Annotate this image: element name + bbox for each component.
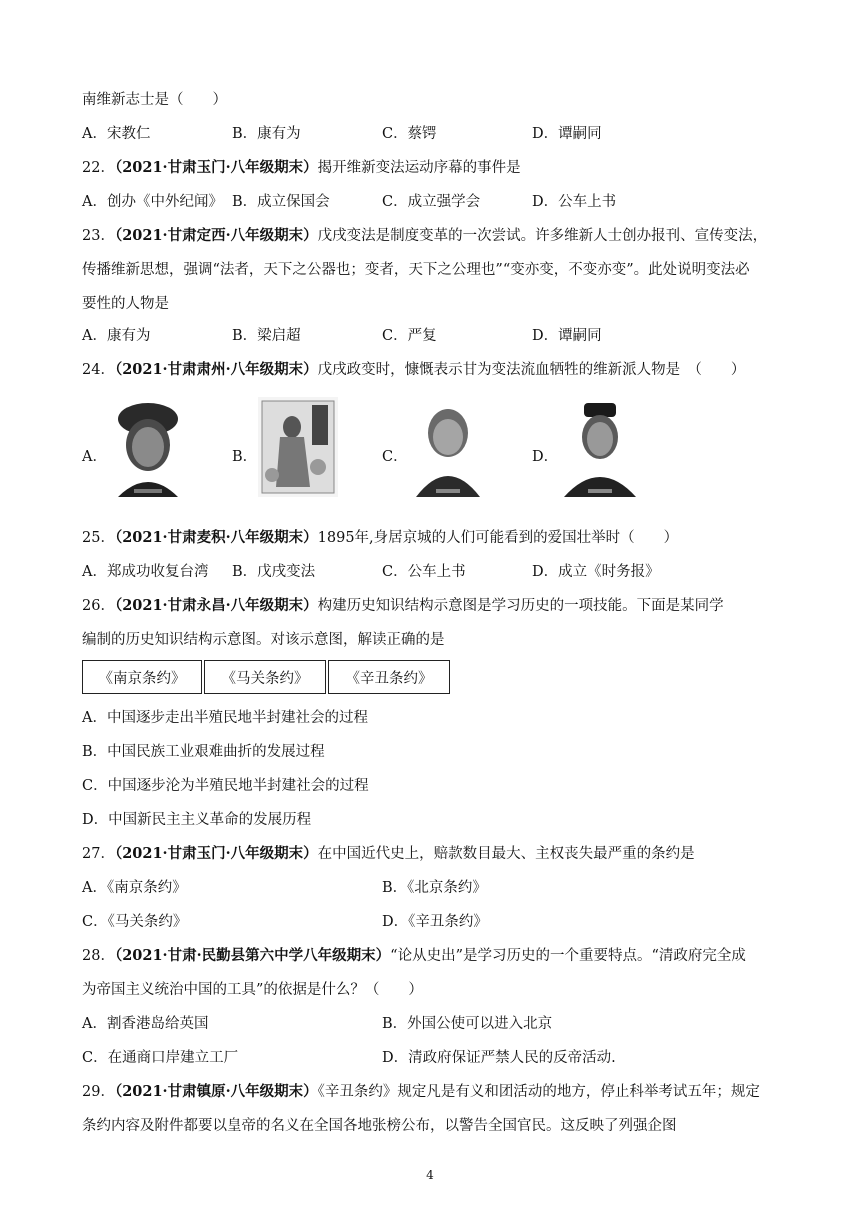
q25-text: 1895年,身居京城的人们可能看到的爱国壮举时（ ）: [317, 530, 679, 546]
q27-number: 27．: [82, 846, 115, 862]
q28-source: （2021·甘肃·民勤县第六中学八年级期末）: [114, 947, 391, 964]
q27-stem: [82, 844, 695, 864]
q28-option-b[interactable]: B．外国公使可以进入北京: [382, 1016, 553, 1032]
portrait-a-image: [108, 397, 188, 497]
q22-option-a[interactable]: A．创办《中外纪闻》: [82, 194, 223, 210]
q23-stem-line1: [82, 226, 767, 246]
q23-option-c[interactable]: C．严复: [382, 328, 437, 344]
q22-text: 揭开维新变法运动序幕的事件是: [317, 160, 521, 176]
q24-number: 24．: [82, 362, 115, 378]
q26-stem-line2: 编制的历史知识结构示意图。对该示意图，解读正确的是: [82, 632, 445, 648]
portrait-d-image: [560, 397, 640, 497]
q23-stem-line3: 要性的人物是: [82, 296, 169, 312]
q26-stem-line1: [82, 596, 724, 616]
portrait-b-image: [258, 397, 338, 497]
q23-option-d[interactable]: D．谭嗣同: [532, 328, 602, 344]
q21-option-a[interactable]: A．宋教仁: [82, 126, 151, 142]
q28-option-c[interactable]: C．在通商口岸建立工厂: [82, 1050, 239, 1066]
q25-option-a[interactable]: A．郑成功收复台湾: [82, 564, 209, 580]
q21-stem-tail: 南维新志士是（ ）: [82, 92, 227, 108]
q27-option-c[interactable]: C．《马关条约》: [82, 914, 188, 930]
portrait-c-image: [408, 397, 488, 497]
q25-source: （2021·甘肃麦积·八年级期末）: [114, 529, 318, 546]
q27-option-b[interactable]: B．《北京条约》: [382, 880, 487, 896]
q23-option-b[interactable]: B．梁启超: [232, 328, 301, 344]
q23-option-a[interactable]: A．康有为: [82, 328, 151, 344]
q24-option-c[interactable]: C．: [382, 449, 408, 465]
q25-option-b[interactable]: B．戊戌变法: [232, 564, 316, 580]
q23-source: （2021·甘肃定西·八年级期末）: [114, 227, 318, 244]
q28-stem-line1: [82, 946, 746, 966]
diagram-box-nanjing-treaty: 《南京条约》: [82, 660, 202, 694]
q22-stem: [82, 158, 521, 178]
q22-option-b[interactable]: B．成立保国会: [232, 194, 330, 210]
q26-text-1: 构建历史知识结构示意图是学习历史的一项技能。下面是某同学: [317, 598, 724, 614]
q29-source: （2021·甘肃镇原·八年级期末）: [114, 1083, 318, 1100]
q26-option-b[interactable]: B．中国民族工业艰难曲折的发展过程: [82, 744, 325, 760]
q25-number: 25．: [82, 530, 115, 546]
q23-stem-line2: 传播维新思想，强调“法者，天下之公器也；变者，天下之公理也”“变亦变，不变亦变”。此处说明变法必: [82, 262, 750, 278]
q26-number: 26．: [82, 598, 115, 614]
q29-number: 29．: [82, 1084, 115, 1100]
q28-stem-line2: 为帝国主义统治中国的工具”的依据是什么？（ ）: [82, 982, 423, 998]
page-number: 4: [426, 1168, 434, 1182]
q27-option-a[interactable]: A．《南京条约》: [82, 880, 187, 896]
q25-stem: [82, 528, 678, 548]
q25-option-d[interactable]: D．成立《时务报》: [532, 564, 660, 580]
q26-option-c[interactable]: C．中国逐步沦为半殖民地半封建社会的过程: [82, 778, 369, 794]
q22-number: 22．: [82, 160, 115, 176]
q24-source: （2021·甘肃肃州·八年级期末）: [114, 361, 318, 378]
q27-option-d[interactable]: D．《辛丑条约》: [382, 914, 488, 930]
q29-stem-line2: 条约内容及附件都要以皇帝的名义在全国各地张榜公布，以警告全国官民。这反映了列强企图: [82, 1118, 677, 1134]
q22-option-c[interactable]: C．成立强学会: [382, 194, 481, 210]
q24-stem: [82, 360, 745, 380]
diagram-box-maguan-treaty: 《马关条约》: [204, 660, 326, 694]
q21-option-d[interactable]: D．谭嗣同: [532, 126, 602, 142]
q21-option-b[interactable]: B．康有为: [232, 126, 301, 142]
q28-option-a[interactable]: A．割香港岛给英国: [82, 1016, 209, 1032]
q24-option-a[interactable]: A．: [82, 449, 107, 465]
q26-option-d[interactable]: D．中国新民主主义革命的发展历程: [82, 812, 312, 828]
q24-option-d[interactable]: D．: [532, 449, 559, 465]
q27-text: 在中国近代史上，赔款数目最大、主权丧失最严重的条约是: [317, 846, 695, 862]
q26-source: （2021·甘肃永昌·八年级期末）: [114, 597, 318, 614]
q26-option-a[interactable]: A．中国逐步走出半殖民地半封建社会的过程: [82, 710, 368, 726]
q28-option-d[interactable]: D．清政府保证严禁人民的反帝活动.: [382, 1050, 616, 1066]
q28-text-1: “论从史出”是学习历史的一个重要特点。“清政府完全成: [390, 948, 746, 964]
q29-stem-line1: [82, 1082, 760, 1102]
q22-option-d[interactable]: D．公车上书: [532, 194, 617, 210]
q23-text-1: 戊戌变法是制度变革的一次尝试。许多维新人士创办报刊、宣传变法，: [317, 228, 768, 244]
q25-option-c[interactable]: C．公车上书: [382, 564, 466, 580]
q28-number: 28．: [82, 948, 115, 964]
q22-source: （2021·甘肃玉门·八年级期末）: [114, 159, 318, 176]
q23-number: 23．: [82, 228, 115, 244]
q29-text-1: 《辛丑条约》规定凡是有义和团活动的地方，停止科举考试五年；规定: [317, 1084, 760, 1100]
diagram-box-xinchou-treaty: 《辛丑条约》: [328, 660, 450, 694]
q27-source: （2021·甘肃玉门·八年级期末）: [114, 845, 318, 862]
q21-option-c[interactable]: C．蔡锷: [382, 126, 437, 142]
q24-option-b[interactable]: B．: [232, 449, 258, 465]
q24-text: 戊戌政变时，慷慨表示甘为变法流血牺牲的维新派人物是 （ ）: [317, 362, 746, 378]
